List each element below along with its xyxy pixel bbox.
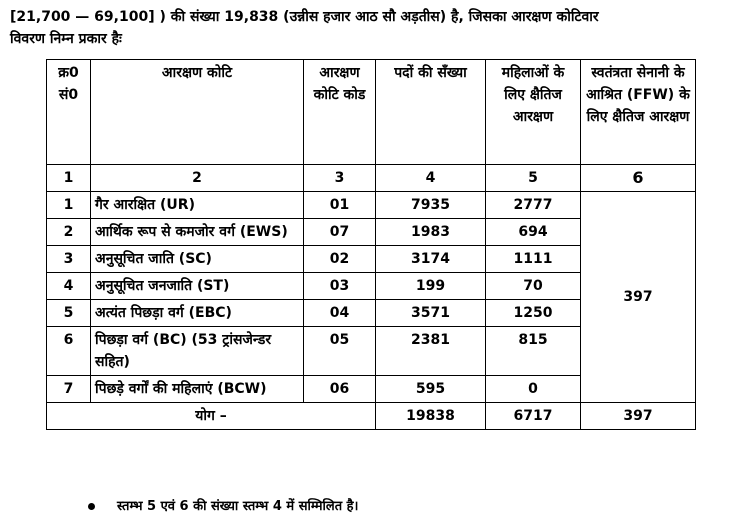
row-sno: 2 (47, 219, 91, 246)
col-number: 3 (304, 165, 376, 192)
footnote (88, 496, 359, 514)
row-posts: 1983 (376, 219, 486, 246)
row-code: 06 (304, 376, 376, 403)
header-sno: क्र0 सं0 (47, 60, 91, 165)
row-category: पिछड़े वर्गों की महिलाएं (BCW) (91, 376, 304, 403)
row-posts: 595 (376, 376, 486, 403)
row-women: 815 (486, 327, 581, 376)
row-sno: 6 (47, 327, 91, 376)
row-code: 07 (304, 219, 376, 246)
intro-line-1: [21,700 — 69,100] ) की संख्या 19,838 (उन्नीस हजार आठ सौ अड़तीस) है, जिसका आरक्षण कोटिवार (10, 9, 599, 25)
row-women: 694 (486, 219, 581, 246)
header-code: आरक्षण कोटि कोड (304, 60, 376, 165)
ffw-merged-cell: 397 (581, 192, 696, 403)
row-sno: 7 (47, 376, 91, 403)
row-women: 70 (486, 273, 581, 300)
row-category: पिछड़ा वर्ग (BC) (53 ट्रांसजेन्डर सहित) (91, 327, 304, 376)
row-sno: 5 (47, 300, 91, 327)
intro-paragraph (10, 6, 732, 50)
header-posts: पदों की सँख्या (376, 60, 486, 165)
total-ffw: 397 (581, 403, 696, 430)
row-women: 0 (486, 376, 581, 403)
row-sno: 1 (47, 192, 91, 219)
row-posts: 3571 (376, 300, 486, 327)
row-posts: 199 (376, 273, 486, 300)
header-ffw: स्वतंत्रता सेनानी के आश्रित (FFW) के लिए क्षैतिज आरक्षण (581, 60, 696, 165)
total-women: 6717 (486, 403, 581, 430)
intro-line-2: विवरण निम्न प्रकार हैः (10, 31, 122, 47)
table-header-row (47, 60, 696, 165)
row-category: गैर आरक्षित (UR) (91, 192, 304, 219)
row-category: अनुसूचित जनजाति (ST) (91, 273, 304, 300)
col-number: 1 (47, 165, 91, 192)
row-code: 03 (304, 273, 376, 300)
bullet-icon (88, 503, 95, 510)
col-number: 6 (581, 165, 696, 192)
row-code: 05 (304, 327, 376, 376)
row-category: अनुसूचित जाति (SC) (91, 246, 304, 273)
row-posts: 2381 (376, 327, 486, 376)
footnote-text: स्तम्भ 5 एवं 6 की संख्या स्तम्भ 4 में सम्मिलित है। (117, 499, 359, 514)
table-row (47, 192, 696, 219)
row-category: अत्यंत पिछड़ा वर्ग (EBC) (91, 300, 304, 327)
col-number: 2 (91, 165, 304, 192)
row-sno: 4 (47, 273, 91, 300)
header-category: आरक्षण कोटि (91, 60, 304, 165)
total-row (47, 403, 696, 430)
row-code: 01 (304, 192, 376, 219)
row-posts: 3174 (376, 246, 486, 273)
row-code: 04 (304, 300, 376, 327)
col-number: 4 (376, 165, 486, 192)
col-number: 5 (486, 165, 581, 192)
row-women: 2777 (486, 192, 581, 219)
reservation-table (46, 59, 696, 430)
row-women: 1250 (486, 300, 581, 327)
column-number-row (47, 165, 696, 192)
header-women: महिलाओं के लिए क्षैतिज आरक्षण (486, 60, 581, 165)
row-code: 02 (304, 246, 376, 273)
row-posts: 7935 (376, 192, 486, 219)
total-posts: 19838 (376, 403, 486, 430)
row-sno: 3 (47, 246, 91, 273)
total-label: योग – (47, 403, 376, 430)
row-women: 1111 (486, 246, 581, 273)
row-category: आर्थिक रूप से कमजोर वर्ग (EWS) (91, 219, 304, 246)
